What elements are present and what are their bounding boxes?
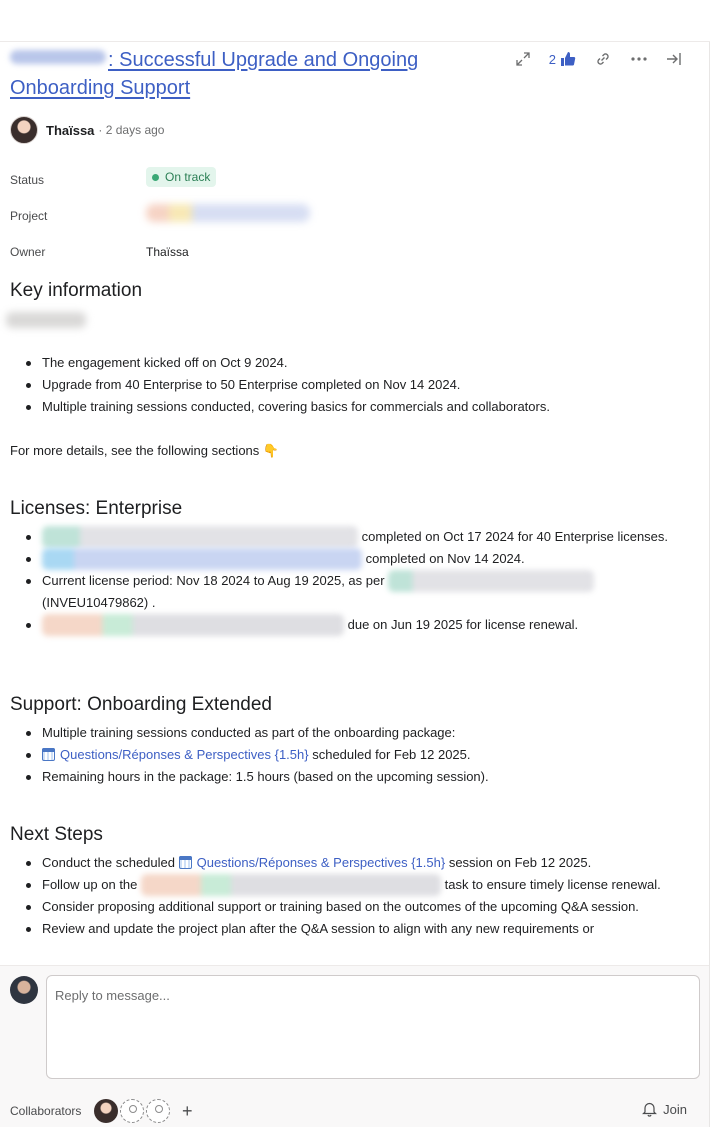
- status-dot-icon: [152, 174, 159, 181]
- list-item: The engagement kicked off on Oct 9 2024.: [22, 352, 682, 374]
- event-link[interactable]: Questions/Réponses & Perspectives {1.5h}: [60, 747, 309, 762]
- more-details-text: For more details, see the following sections 👇: [10, 443, 280, 458]
- status-update-panel: [0, 42, 710, 965]
- top-bar: [0, 0, 710, 42]
- collaborators-label: Collaborators: [10, 1104, 82, 1118]
- project-value[interactable]: [146, 204, 310, 225]
- redacted-client-name: [10, 50, 106, 64]
- thumbs-up-icon: [560, 51, 576, 67]
- redacted-task-link[interactable]: [42, 526, 358, 548]
- support-heading: Support: Onboarding Extended: [10, 694, 272, 715]
- list-item: Review and update the project plan after the Q&A session to align with any new requirements or: [22, 918, 682, 940]
- join-button[interactable]: [642, 1101, 687, 1117]
- step-text: Conduct the scheduled: [42, 855, 175, 870]
- add-collaborator-button[interactable]: +: [182, 1100, 193, 1121]
- collaborators-list: [94, 1099, 193, 1123]
- step-text: session on Feb 12 2025.: [448, 855, 592, 870]
- status-label: Status: [10, 173, 45, 187]
- header-actions: [515, 48, 682, 70]
- step-text: Follow up on the: [42, 877, 138, 892]
- copy-link-button[interactable]: [594, 50, 612, 68]
- redacted-task-link[interactable]: [42, 548, 362, 570]
- empty-collaborator-icon[interactable]: [146, 1099, 170, 1123]
- posted-time: · 2 days ago: [98, 123, 165, 137]
- list-item: [22, 744, 682, 766]
- calendar-icon: [179, 856, 192, 869]
- list-item: [22, 874, 682, 896]
- list-item: Consider proposing additional support or training based on the outcomes of the upcoming Q&A session.: [22, 896, 682, 918]
- license-item-text: completed on Nov 14 2024.: [365, 551, 525, 566]
- invoice-ref: (INVEU10479862) .: [42, 595, 156, 610]
- update-author: [10, 116, 164, 144]
- close-panel-icon: [666, 51, 682, 67]
- list-item: [22, 570, 682, 614]
- key-information-heading: Key information: [10, 280, 143, 301]
- event-link[interactable]: Questions/Réponses & Perspectives {1.5h}: [196, 855, 446, 870]
- redacted-task-link[interactable]: [42, 614, 344, 636]
- list-item: Multiple training sessions conducted as part of the onboarding package:: [22, 722, 682, 744]
- redacted-project-name[interactable]: [146, 204, 310, 222]
- expand-icon: [515, 51, 531, 67]
- license-item-text: completed on Oct 17 2024 for 40 Enterprise licenses.: [361, 529, 669, 544]
- empty-collaborator-icon[interactable]: [120, 1099, 144, 1123]
- status-text: On track: [165, 170, 211, 184]
- next-steps-list: [22, 852, 682, 940]
- owner-label: Owner: [10, 245, 46, 259]
- close-panel-button[interactable]: [666, 51, 682, 67]
- next-steps-heading: Next Steps: [10, 824, 103, 845]
- current-user-avatar: [10, 976, 38, 1004]
- redacted-subtitle: [6, 312, 86, 328]
- author-avatar[interactable]: [10, 116, 38, 144]
- support-list: [22, 722, 682, 788]
- list-item: [22, 852, 682, 874]
- link-icon: [594, 50, 612, 68]
- redacted-task-link[interactable]: [388, 570, 594, 592]
- more-options-button[interactable]: [630, 56, 648, 62]
- status-value[interactable]: [146, 167, 216, 187]
- update-title-link[interactable]: : Successful Upgrade and Ongoing Onboarding Support: [10, 49, 419, 99]
- collaborator-avatar[interactable]: [94, 1099, 118, 1123]
- calendar-icon: [42, 748, 55, 761]
- like-button[interactable]: [549, 51, 576, 67]
- project-label: Project: [10, 209, 48, 223]
- step-text: task to ensure timely license renewal.: [444, 877, 661, 892]
- license-item-text: due on Jun 19 2025 for license renewal.: [347, 617, 579, 632]
- expand-button[interactable]: [515, 51, 531, 67]
- like-count: 2: [548, 51, 556, 67]
- licenses-list: [22, 526, 682, 636]
- join-label: Join: [663, 1101, 687, 1117]
- list-item: Upgrade from 40 Enterprise to 50 Enterprise completed on Nov 14 2024.: [22, 374, 682, 396]
- reply-input[interactable]: Reply to message...: [46, 975, 700, 1079]
- reply-composer: [0, 965, 709, 1127]
- list-item: [22, 614, 682, 636]
- redacted-task-link[interactable]: [141, 874, 441, 896]
- author-name[interactable]: Thaïssa: [46, 122, 95, 138]
- list-item: Multiple training sessions conducted, covering basics for commercials and collaborators.: [22, 396, 682, 418]
- status-badge[interactable]: [146, 167, 216, 187]
- owner-value[interactable]: Thaïssa: [146, 245, 189, 259]
- list-item: [22, 548, 682, 570]
- bell-icon: [642, 1101, 657, 1117]
- list-item: Remaining hours in the package: 1.5 hours (based on the upcoming session).: [22, 766, 682, 788]
- license-period-text: Current license period: Nov 18 2024 to Aug 19 2025, as per: [42, 573, 385, 588]
- event-suffix: scheduled for Feb 12 2025.: [312, 747, 471, 762]
- licenses-heading: Licenses: Enterprise: [10, 498, 183, 519]
- key-information-list: [22, 352, 682, 418]
- more-icon: [630, 56, 648, 62]
- list-item: [22, 526, 682, 548]
- update-title[interactable]: [10, 46, 480, 102]
